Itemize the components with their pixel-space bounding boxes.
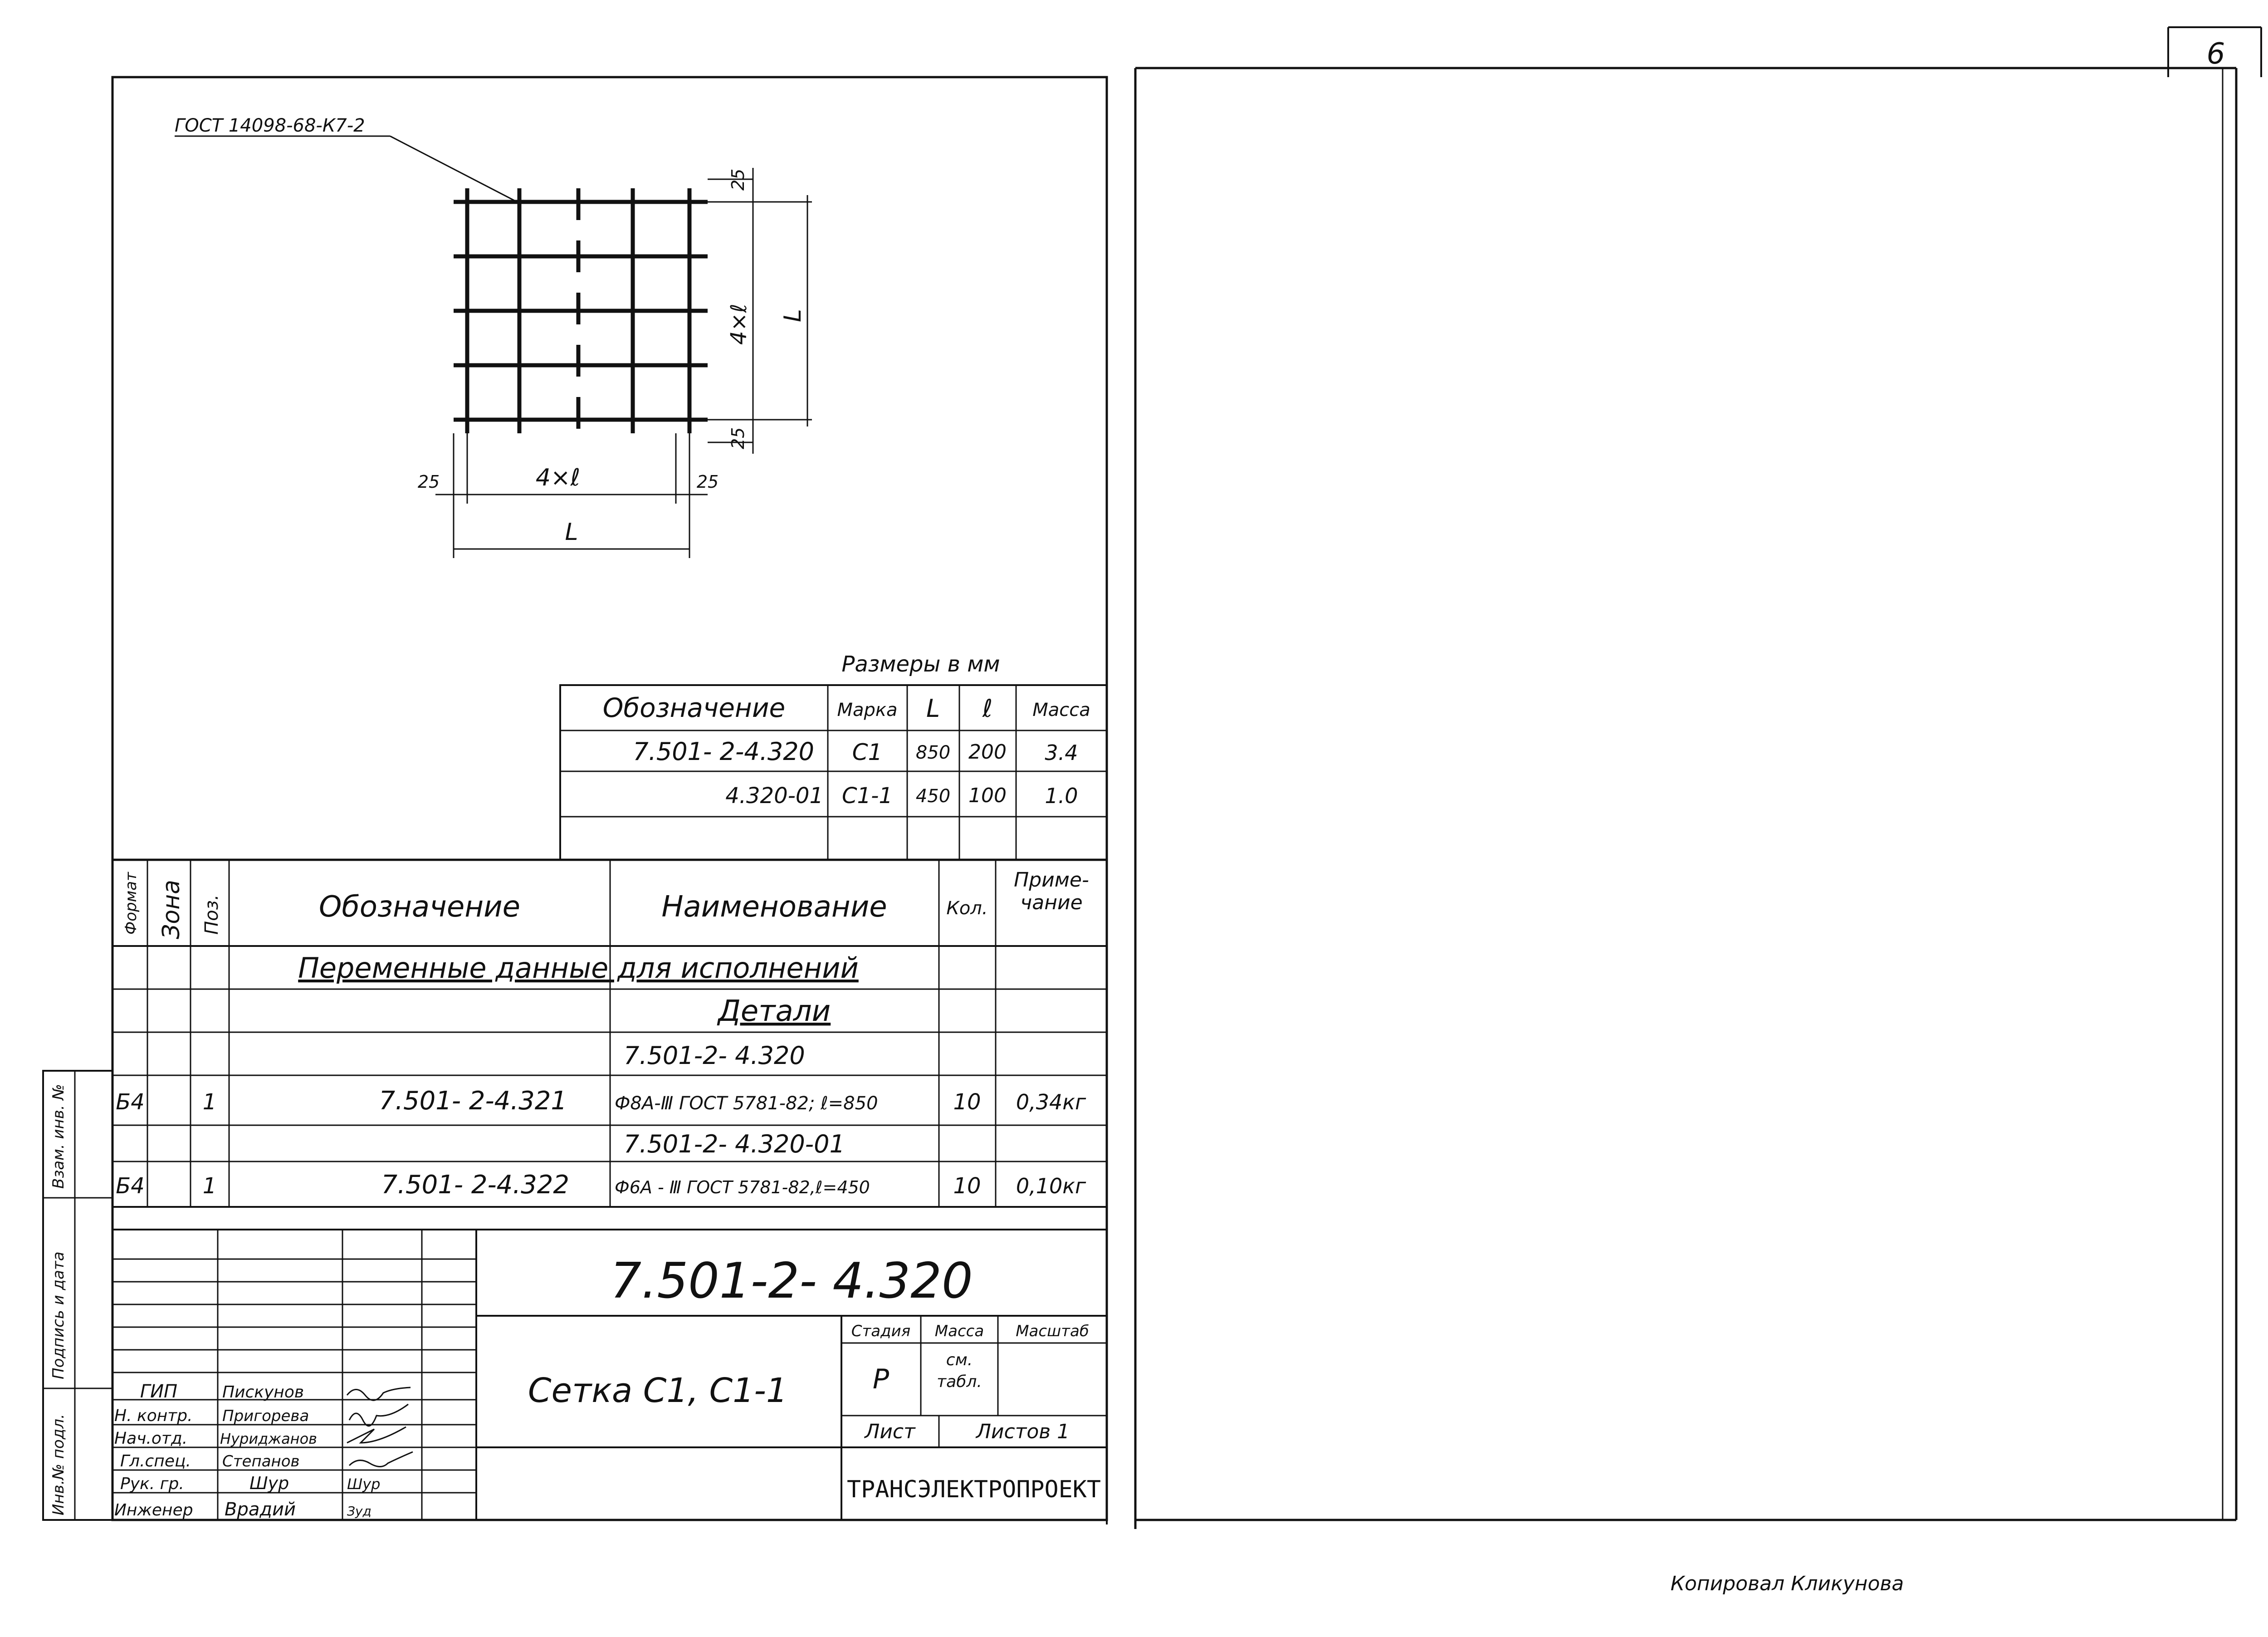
dim-25-bottom-right: 25 [728, 427, 748, 449]
dim-L-horizontal: L [565, 519, 578, 546]
spec-row2-name: Ф8А-Ⅲ ГОСТ 5781-82; ℓ=850 [615, 1093, 878, 1114]
spec-row4-name: Ф6А - Ⅲ ГОСТ 5781-82,ℓ=450 [615, 1177, 870, 1197]
spec-row2-format: Б4 [116, 1089, 145, 1115]
spec-row4-note: 0,10кг [1016, 1174, 1086, 1198]
spec-row2-designation: 7.501- 2-4.321 [379, 1086, 567, 1116]
spec-row3-name: 7.501-2- 4.320-01 [624, 1130, 845, 1158]
side-stamp-label-inv: Инв.№ подл. [49, 1414, 68, 1515]
person-role-rukgr: Рук. гр. [120, 1475, 184, 1493]
size-row2-designation: 4.320-01 [725, 783, 823, 809]
spec-row2-note: 0,34кг [1016, 1090, 1086, 1114]
spec-header-qty: Кол. [946, 898, 988, 919]
sheets-label: Листов 1 [976, 1420, 1070, 1443]
signature-nachotd [347, 1427, 406, 1443]
document-code: 7.501-2- 4.320 [610, 1253, 973, 1309]
spec-header-zone: Зона [158, 879, 185, 939]
person-name-rukgr: Шур [249, 1473, 289, 1493]
scale-label: Масштаб [1016, 1322, 1089, 1340]
person-role-gip: ГИП [140, 1381, 178, 1402]
size-row2-mass: 1.0 [1045, 784, 1078, 808]
spec-table [112, 860, 1107, 1230]
size-row1-designation: 7.501- 2-4.320 [633, 737, 814, 766]
document-title: Сетка С1, С1-1 [528, 1371, 788, 1410]
size-header-l: ℓ [982, 694, 993, 723]
dim-25-top-right: 25 [728, 168, 748, 191]
size-table-caption: Размеры в мм [841, 652, 1000, 677]
size-header-designation: Обозначение [602, 692, 786, 723]
signature-glspec [349, 1452, 413, 1467]
dim-4xl-horizontal: 4×ℓ [535, 464, 581, 491]
stage-label: Стадия [851, 1322, 911, 1340]
size-row1-mark: С1 [852, 739, 883, 765]
person-name-nkontr: Пригорева [222, 1407, 309, 1425]
size-row2-L: 450 [915, 786, 951, 807]
dim-25-bottom-left: 25 [417, 472, 440, 492]
size-header-mark: Марка [837, 700, 898, 720]
dim-25-bottom-right2: 25 [696, 472, 719, 492]
size-row1-L: 850 [915, 742, 951, 763]
mesh-detail [175, 115, 812, 558]
stage-value: Р [872, 1363, 890, 1395]
copied-by-note: Копировал Кликунова [1670, 1572, 1904, 1595]
person-role-glspec: Гл.спец. [120, 1452, 191, 1470]
title-block [112, 1230, 1107, 1520]
mass-value: см. табл. [937, 1351, 982, 1391]
size-row1-mass: 3.4 [1045, 740, 1078, 765]
person-role-nkontr: Н. контр. [114, 1407, 193, 1425]
page-number: 6 [2206, 37, 2225, 71]
sheet-label: Лист [865, 1420, 915, 1443]
spec-row4-pos: 1 [202, 1173, 217, 1199]
person-name-glspec: Степанов [222, 1452, 300, 1470]
spec-section-title: Переменные данные для исполнений [298, 951, 859, 985]
spec-header-pos: Поз. [201, 894, 222, 935]
mass-label: Масса [934, 1322, 984, 1340]
spec-row4-designation: 7.501- 2-4.322 [381, 1170, 569, 1200]
standard-label: ГОСТ 14098-68-К7-2 [175, 115, 365, 136]
size-header-L: L [926, 694, 940, 723]
spec-row4-qty: 10 [953, 1173, 981, 1199]
spec-header-name: Наименование [661, 890, 887, 924]
spec-row2-qty: 10 [953, 1089, 981, 1115]
person-role-engineer: Инженер [114, 1501, 193, 1519]
spec-header-note: Приме- чание [1014, 868, 1089, 914]
size-row2-l: 100 [968, 784, 1007, 807]
spec-header-designation: Обозначение [318, 890, 521, 924]
signature-gip [347, 1387, 411, 1400]
spec-section-subtitle: Детали [718, 995, 831, 1028]
spec-row1-name: 7.501-2- 4.320 [624, 1041, 805, 1070]
page-number-box [2168, 27, 2261, 77]
organization-name: ТРАНСЭЛЕКТРОПРОЕКТ [847, 1476, 1101, 1503]
person-name-gip: Пискунов [222, 1383, 304, 1402]
size-header-mass: Масса [1032, 700, 1090, 720]
side-stamp-label-signature: Подпись и дата [49, 1251, 68, 1379]
size-row2-mark: С1-1 [842, 783, 893, 809]
dim-4xl-vertical: 4×ℓ [726, 304, 752, 345]
size-table [560, 652, 1107, 860]
side-stamp-label-replace: Взам. инв. № [49, 1084, 68, 1189]
spec-row4-format: Б4 [116, 1173, 145, 1199]
person-name-nachotd: Нуриджанов [220, 1430, 318, 1447]
spec-row2-pos: 1 [202, 1089, 217, 1115]
sheet-frame [112, 68, 2236, 1529]
dim-L-vertical: L [779, 309, 807, 322]
person-signature-rukgr: Шур [347, 1475, 381, 1493]
side-stamp [43, 1071, 112, 1520]
person-name-engineer: Врадий [225, 1499, 296, 1520]
person-role-nachotd: Нач.отд. [114, 1429, 188, 1448]
person-signature-engineer: Зуд [347, 1504, 371, 1519]
spec-header-format: Формат [122, 872, 140, 935]
size-row1-l: 200 [968, 740, 1007, 764]
signature-nkontr [349, 1404, 408, 1426]
